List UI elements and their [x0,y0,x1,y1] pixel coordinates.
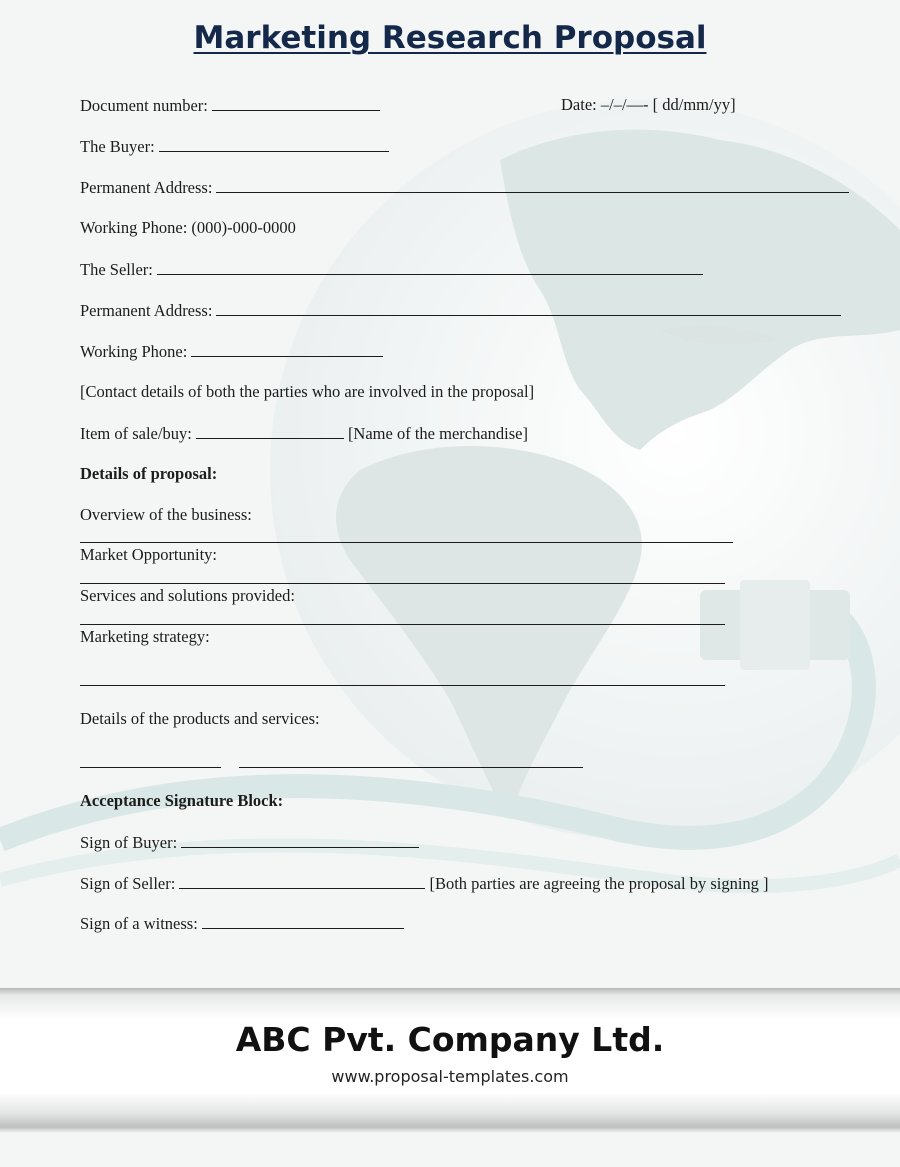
footer-band [0,988,900,1133]
buyer-field: The Buyer: [80,136,389,157]
marketing-strategy-line [80,685,725,686]
buyer-address-field: Permanent Address: [80,177,849,198]
market-opportunity-line [80,583,725,584]
date-field: Date: –/–/—- [ dd/mm/yy] [561,95,736,114]
contact-note: [Contact details of both the parties who are involved in the proposal] [80,382,535,401]
seller-address-field: Permanent Address: [80,300,841,321]
services-line [80,624,725,625]
products-line-long [239,767,583,768]
products-services-label: Details of the products and services: [80,709,320,728]
overview-label: Overview of the business: [80,505,252,524]
overview-line [80,542,733,543]
seller-field: The Seller: [80,259,703,280]
witness-signature-field: Sign of a witness: [80,913,404,934]
buyer-phone-field: Working Phone: (000)-000-0000 [80,218,296,237]
products-line-short [80,767,221,768]
company-name: ABC Pvt. Company Ltd. [235,1020,665,1059]
seller-phone-field: Working Phone: [80,341,383,362]
market-opportunity-label: Market Opportunity: [80,545,218,564]
buyer-signature-field: Sign of Buyer: [80,832,419,853]
proposal-heading: Details of proposal: [80,464,218,483]
document-number-field: Document number: [80,95,380,116]
item-field: Item of sale/buy: [Name of the merchandise] [80,424,528,443]
seller-signature-field: Sign of Seller: [Both parties are agreeing the proposal by signing ] [80,874,769,893]
services-label: Services and solutions provided: [80,586,295,605]
marketing-strategy-label: Marketing strategy: [80,627,210,646]
signature-heading: Acceptance Signature Block: [80,791,284,810]
page-title: Marketing Research Proposal [193,20,707,56]
website-link[interactable]: www.proposal-templates.com [331,1067,569,1086]
